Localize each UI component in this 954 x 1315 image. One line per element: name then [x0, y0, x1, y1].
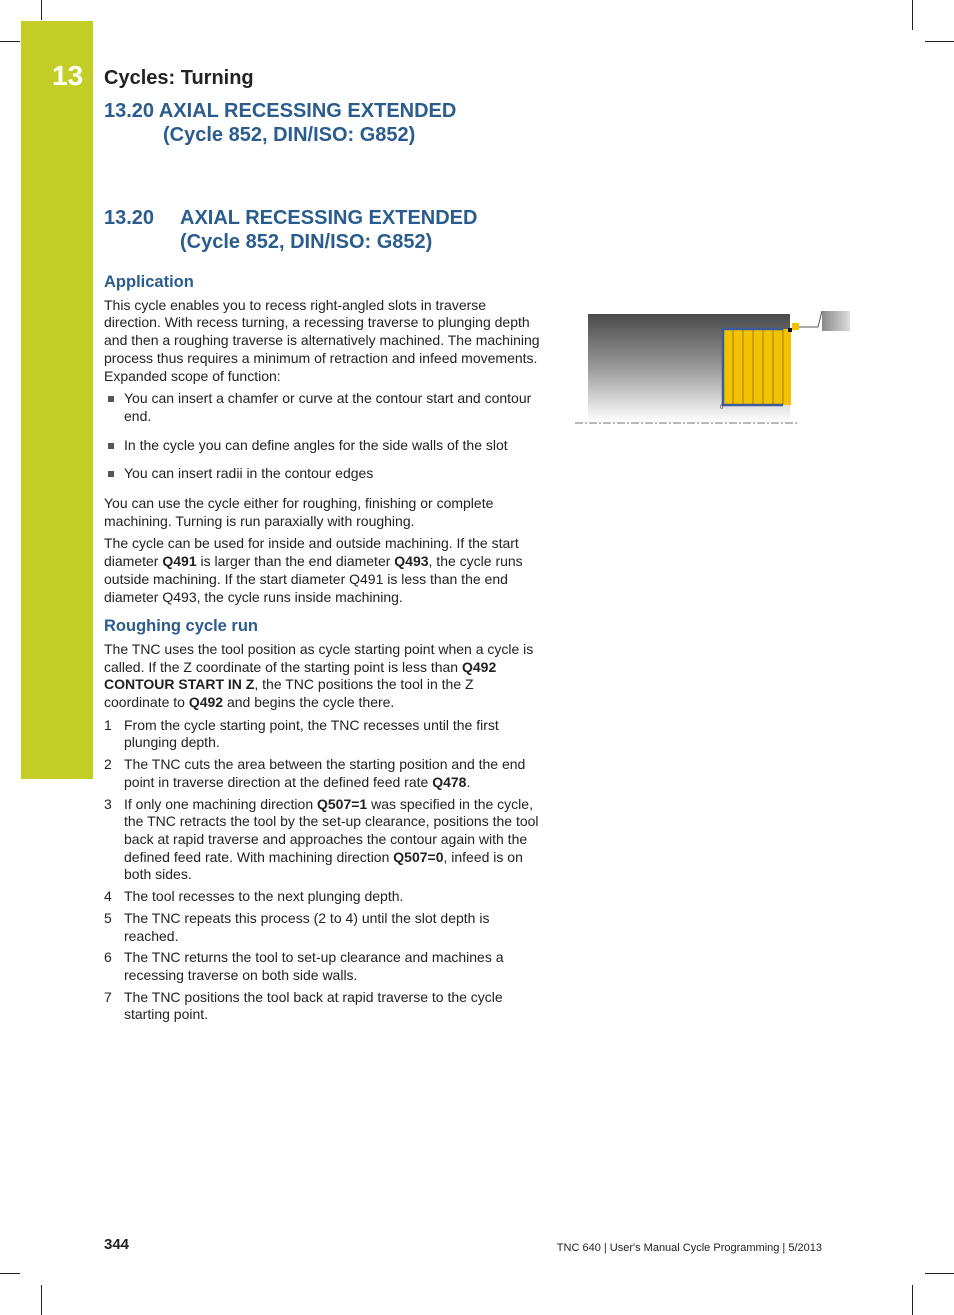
step-number: 6	[104, 949, 112, 966]
feature-list	[104, 390, 542, 483]
step-text: The TNC repeats this process (2 to 4) until the slot depth is reached.	[124, 909, 490, 944]
section-title	[104, 206, 477, 254]
list-item	[104, 989, 542, 1024]
recessing-illustration	[570, 305, 855, 430]
code-q507-1: Q507=1	[317, 795, 368, 812]
application-para3	[104, 535, 542, 606]
step-number: 1	[104, 716, 112, 733]
code-q492: Q492	[188, 694, 224, 711]
crop-mark	[0, 1273, 20, 1274]
application-heading: Application	[104, 273, 194, 291]
code-q491: Q491	[162, 553, 197, 570]
crop-mark	[925, 1273, 954, 1274]
roughing-steps	[104, 717, 542, 1024]
code-q478: Q478	[432, 773, 467, 790]
crop-mark	[41, 1285, 42, 1315]
list-item	[104, 756, 542, 791]
list-item	[104, 796, 542, 885]
code-q493: Q493	[394, 553, 429, 570]
crop-mark	[0, 41, 20, 42]
running-section-title	[104, 99, 456, 147]
chapter-number: 13	[52, 60, 84, 91]
crop-mark	[912, 1285, 913, 1315]
text-run: is larger than the end diameter	[196, 553, 395, 570]
code-q492-contour-start: Q492 CONTOUR START IN Z	[104, 658, 497, 693]
step-text: The TNC returns the tool to set-up clearance and machines a recessing traverse on both side walls.	[124, 949, 504, 983]
step-text: The TNC cuts the area between the starting position and the end point in traverse direction at the defined feed rate	[124, 756, 526, 790]
step-number: 3	[104, 795, 112, 812]
application-intro: This cycle enables you to recess right-angled slots in traverse direction. With recess turning, a recessing traverse to plunging depth and then a roughing traverse is alternatively machined. The machining process thus requires a minimum of retraction and infeed movements. Expanded scope of function:	[104, 296, 540, 384]
step-text: , infeed is on both sides.	[124, 848, 523, 883]
step-text: If only one machining direction	[124, 795, 317, 812]
section-number: 13.20	[104, 207, 155, 229]
figure-label: 0	[720, 405, 724, 411]
list-item	[104, 910, 542, 945]
main-content	[104, 274, 542, 1028]
step-text: From the cycle starting point, the TNC recesses until the first plunging depth.	[124, 716, 499, 751]
step-text: was specified in the cycle, the TNC retracts the tool by the set-up clearance, positions the tool back at rapid traverse and approaches the contour again with the defined feed rate. With machining direction	[124, 795, 539, 865]
tool-tip	[792, 323, 799, 330]
step-number: 4	[104, 888, 112, 905]
text-run: The TNC uses the tool position as cycle starting point when a cycle is called. If the Z coordinate of the starting point is less than	[104, 640, 534, 675]
step-text: .	[466, 773, 471, 790]
step-number: 5	[104, 909, 112, 926]
crop-mark	[41, 0, 42, 20]
step-text: The TNC positions the tool back at rapid traverse to the cycle starting point.	[124, 988, 503, 1023]
recessing-tool	[822, 311, 850, 331]
list-item: You can insert radii in the contour edges	[104, 465, 542, 483]
text-run: , the TNC positions the tool in the Z coordinate to	[104, 676, 474, 711]
text-run: The cycle can be used for inside and outside machining. If the start diameter	[104, 535, 519, 570]
code-q507-0: Q507=0	[393, 848, 444, 865]
step-number: 2	[104, 756, 112, 773]
list-item	[104, 888, 542, 906]
list-item	[104, 949, 542, 984]
running-chapter-title: Cycles: Turning	[104, 67, 254, 89]
roughing-heading: Roughing cycle run	[104, 617, 259, 636]
section-title-line2: (Cycle 852, DIN/ISO: G852)	[180, 231, 433, 253]
step-text: The tool recesses to the next plunging depth.	[124, 888, 404, 905]
list-item: In the cycle you can define angles for the side walls of the slot	[104, 437, 542, 455]
running-section-line2: (Cycle 852, DIN/ISO: G852)	[163, 124, 416, 146]
chapter-sidebar	[21, 21, 93, 779]
list-item: You can insert a chamfer or curve at the contour start and contour end.	[104, 390, 542, 425]
list-item	[104, 717, 542, 752]
roughing-intro	[104, 641, 542, 712]
text-run: and begins the cycle there.	[223, 694, 395, 711]
text-run: , the cycle runs outside machining. If the start diameter Q491 is less than the end diameter Q493, the cycle runs inside machining.	[104, 553, 523, 605]
start-point-marker	[788, 328, 792, 332]
crop-mark	[925, 41, 954, 42]
step-number: 7	[104, 988, 112, 1005]
application-para2: You can use the cycle either for roughing, finishing or complete machining. Turning is run paraxially with roughing.	[104, 495, 494, 529]
footer-reference: TNC 640 | User's Manual Cycle Programming | 5/2013	[556, 1242, 822, 1254]
crop-mark	[912, 0, 913, 30]
page-number: 344	[104, 1236, 130, 1253]
running-section-line1: 13.20 AXIAL RECESSING EXTENDED	[104, 100, 457, 122]
section-title-line1: AXIAL RECESSING EXTENDED	[180, 207, 478, 229]
